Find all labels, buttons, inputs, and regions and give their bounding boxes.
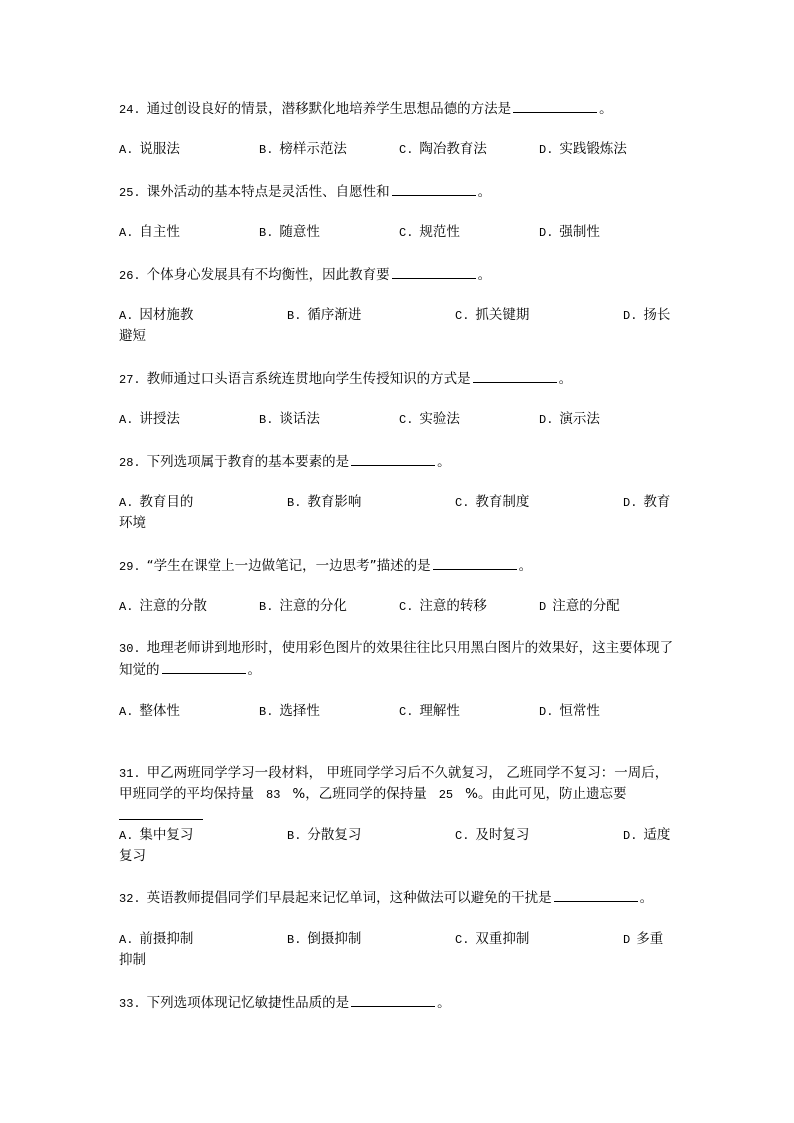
option-b[interactable]: [259, 596, 399, 617]
answer-blank[interactable]: [392, 264, 476, 279]
option-label: B.: [287, 496, 302, 510]
question-end: 。: [437, 454, 451, 470]
option-text: 讲授法: [139, 411, 180, 427]
option-text: 整体性: [139, 703, 180, 719]
options-row: [119, 701, 675, 722]
question-32: [119, 887, 675, 909]
options-row: [119, 409, 675, 430]
option-label: C.: [399, 226, 414, 240]
question-number: 32.: [119, 892, 141, 906]
options-row: [119, 305, 672, 346]
question-text: 英语教师提倡同学们早晨起来记忆单词，这种做法可以避免的干扰是: [146, 890, 552, 906]
option-d[interactable]: [539, 598, 620, 614]
option-label: A.: [119, 413, 134, 427]
blank-line: [119, 805, 675, 827]
option-label: C.: [455, 933, 470, 947]
option-label: B.: [259, 413, 274, 427]
option-c[interactable]: [455, 929, 623, 950]
option-c[interactable]: [399, 596, 539, 617]
option-text: 规范性: [419, 224, 460, 240]
question-end: 。: [437, 995, 451, 1011]
option-a[interactable]: [119, 701, 259, 722]
option-label: A.: [119, 705, 134, 719]
option-text: 实践锻炼法: [559, 141, 627, 157]
option-text: 榜样示范法: [279, 141, 347, 157]
option-c[interactable]: [399, 139, 539, 160]
option-text: 扬长避短: [119, 307, 671, 344]
question-number: 29.: [119, 560, 141, 574]
question-text: “学生在课堂上一边做笔记，一边思考”描述的是: [146, 558, 431, 574]
option-text: 实验法: [419, 411, 460, 427]
question-end: 。: [247, 662, 261, 678]
option-label: C.: [399, 143, 414, 157]
answer-blank[interactable]: [554, 887, 638, 902]
question-text: 下列选项属于教育的基本要素的是: [146, 454, 350, 470]
question-26: [119, 264, 675, 286]
option-label: D.: [539, 705, 554, 719]
question-number: 28.: [119, 456, 141, 470]
question-number: 27.: [119, 373, 141, 387]
option-text: 选择性: [279, 703, 320, 719]
option-label: A.: [119, 496, 134, 510]
question-number: 33.: [119, 997, 141, 1011]
option-b[interactable]: [259, 222, 399, 243]
option-a[interactable]: [119, 929, 287, 950]
option-label: C.: [455, 496, 470, 510]
option-label: C.: [399, 705, 414, 719]
option-label: D.: [623, 309, 638, 323]
option-label: D.: [623, 496, 638, 510]
option-label: B.: [259, 226, 274, 240]
question-25: [119, 181, 675, 203]
option-label: B.: [259, 600, 274, 614]
option-label: B.: [259, 143, 274, 157]
option-text: 注意的分配: [552, 598, 620, 614]
question-number: 31.: [119, 767, 141, 781]
option-c[interactable]: [455, 492, 623, 513]
option-label: A.: [119, 933, 134, 947]
option-a[interactable]: [119, 596, 259, 617]
option-text: 陶冶教育法: [419, 141, 487, 157]
retention-value-a: 83: [266, 788, 281, 802]
option-a[interactable]: [119, 492, 287, 513]
option-text: 教育环境: [119, 494, 671, 531]
question-text: 通过创设良好的情景，潜移默化地培养学生思想品德的方法是: [146, 101, 512, 117]
option-text: 教育影响: [307, 494, 362, 510]
option-label: C.: [455, 829, 470, 843]
option-label: D.: [539, 226, 554, 240]
question-text: 教师通过口头语言系统连贯地向学生传授知识的方式是: [146, 371, 471, 387]
question-31: [119, 763, 675, 827]
question-number: 26.: [119, 269, 141, 283]
option-c[interactable]: [455, 305, 623, 326]
option-label: A.: [119, 309, 134, 323]
option-text: 前摄抑制: [139, 931, 194, 947]
question-end: 。: [477, 267, 492, 283]
answer-blank[interactable]: [351, 451, 435, 466]
option-text: 及时复习: [475, 827, 530, 843]
question-end: 。: [477, 184, 492, 200]
question-33: [119, 992, 675, 1014]
option-label: A.: [119, 600, 134, 614]
option-text: 教育制度: [475, 494, 530, 510]
options-row: [119, 222, 675, 243]
option-label: C.: [399, 413, 414, 427]
option-text: 自主性: [139, 224, 180, 240]
option-label: D.: [539, 413, 554, 427]
option-text: 多重抑制: [119, 931, 664, 968]
option-label: D: [539, 600, 547, 614]
question-text: 甲乙两班同学学习一段材料， 甲班同学学习后不久就复习， 乙班同学不复习：一周后，甲班同学的平均保持量: [119, 765, 669, 802]
answer-blank[interactable]: [473, 368, 557, 383]
option-a[interactable]: [119, 222, 259, 243]
question-end: 。: [518, 558, 533, 574]
option-d[interactable]: [539, 411, 600, 427]
option-text: 说服法: [139, 141, 180, 157]
option-label: A.: [119, 143, 134, 157]
option-d[interactable]: [539, 703, 600, 719]
option-c[interactable]: [399, 222, 539, 243]
option-b[interactable]: [287, 305, 455, 326]
question-text: ，乙班同学的保持量: [305, 786, 427, 802]
question-number: 30.: [119, 642, 141, 656]
option-text: 注意的转移: [419, 598, 487, 614]
option-b[interactable]: [259, 139, 399, 160]
options-row: [119, 596, 675, 617]
option-b[interactable]: [259, 701, 399, 722]
question-27: [119, 368, 675, 390]
question-text: 。由此可见，防止遗忘要: [477, 786, 627, 802]
option-a[interactable]: [119, 139, 259, 160]
option-c[interactable]: [455, 825, 623, 846]
answer-blank[interactable]: [513, 98, 597, 113]
question-28: [119, 451, 675, 473]
percent-sign: %: [465, 786, 478, 802]
option-b[interactable]: [287, 929, 455, 950]
option-text: 分散复习: [307, 827, 362, 843]
question-30: [119, 638, 675, 680]
option-text: 演示法: [559, 411, 600, 427]
question-text: 课外活动的基本特点是灵活性、自愿性和: [146, 184, 390, 200]
question-end: 。: [599, 101, 613, 117]
question-text: 地理老师讲到地形时，使用彩色图片的效果往往比只用黑白图片的效果好，这主要体现了知觉的: [119, 640, 674, 678]
options-row: [119, 929, 672, 970]
option-text: 强制性: [559, 224, 600, 240]
option-text: 谈话法: [279, 411, 320, 427]
question-end: 。: [558, 371, 573, 387]
option-b[interactable]: [287, 825, 455, 846]
option-a[interactable]: [119, 305, 287, 326]
option-a[interactable]: [119, 825, 287, 846]
option-label: C.: [399, 600, 414, 614]
options-row: [119, 825, 672, 866]
option-text: 恒常性: [559, 703, 600, 719]
option-label: D.: [539, 143, 554, 157]
option-label: A.: [119, 226, 134, 240]
options-row: [119, 492, 672, 533]
option-label: B.: [259, 705, 274, 719]
option-label: D: [623, 933, 631, 947]
option-d[interactable]: [539, 141, 627, 157]
question-text: 下列选项体现记忆敏捷性品质的是: [146, 995, 350, 1011]
option-label: D.: [623, 829, 638, 843]
option-text: 循序渐进: [307, 307, 362, 323]
answer-blank[interactable]: [351, 992, 435, 1007]
option-a[interactable]: [119, 409, 259, 430]
option-text: 集中复习: [139, 827, 194, 843]
option-text: 倒摄抑制: [307, 931, 362, 947]
retention-value-b: 25: [438, 788, 454, 802]
option-text: 适度复习: [119, 827, 671, 864]
option-b[interactable]: [259, 409, 399, 430]
option-c[interactable]: [399, 701, 539, 722]
option-c[interactable]: [399, 409, 539, 430]
option-b[interactable]: [287, 492, 455, 513]
answer-blank[interactable]: [119, 805, 203, 820]
answer-blank[interactable]: [162, 659, 246, 674]
question-29: [119, 555, 675, 577]
option-text: 教育目的: [139, 494, 194, 510]
option-label: B.: [287, 309, 302, 323]
option-text: 双重抑制: [475, 931, 530, 947]
question-text: 个体身心发展具有不均衡性，因此教育要: [146, 267, 390, 283]
question-24: [119, 98, 675, 120]
option-text: 注意的分化: [279, 598, 347, 614]
percent-sign: %: [292, 786, 306, 802]
option-text: 理解性: [419, 703, 460, 719]
question-number: 25.: [119, 186, 141, 200]
option-label: B.: [287, 829, 302, 843]
option-label: C.: [455, 309, 470, 323]
option-text: 注意的分散: [139, 598, 207, 614]
option-text: 因材施教: [139, 307, 194, 323]
answer-blank[interactable]: [392, 181, 476, 196]
option-label: A.: [119, 829, 134, 843]
option-text: 抓关键期: [475, 307, 530, 323]
answer-blank[interactable]: [433, 555, 517, 570]
options-row: [119, 139, 675, 160]
question-end: 。: [639, 890, 654, 906]
option-d[interactable]: [539, 224, 600, 240]
option-label: B.: [287, 933, 302, 947]
option-text: 随意性: [279, 224, 320, 240]
question-number: 24.: [119, 103, 141, 117]
